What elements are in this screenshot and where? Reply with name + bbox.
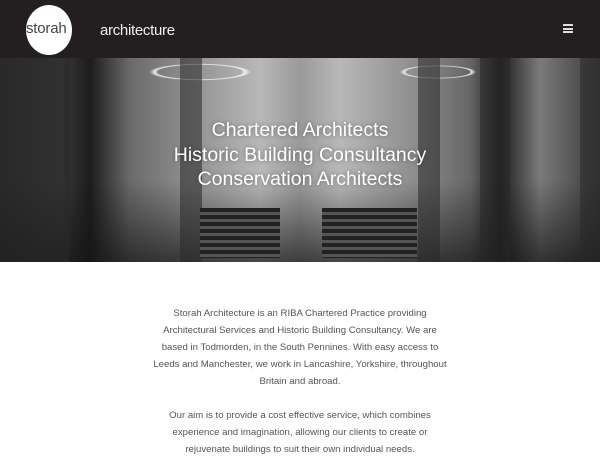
logo-storah: storah (26, 20, 67, 37)
site-header (0, 0, 600, 58)
hero-line: Chartered Architects (211, 119, 389, 141)
aim-paragraph: Our aim is to provide a cost effective service, which combines experience and imagination, allowing our clients to create or rejuvenate buildings to suit their own individual needs. (169, 410, 431, 455)
hero-headline (0, 118, 600, 192)
hamburger-icon[interactable] (563, 24, 573, 33)
hero-line: Conservation Architects (197, 168, 403, 190)
logo-architecture: architecture (100, 21, 175, 39)
hero-chairs (200, 208, 280, 258)
intro-paragraph: Storah Architecture is an RIBA Chartered Practice providing Architectural Services and Historic Building Consultancy. We are based in Todmorden, in the South Pennines. With easy access to Leeds and Manchester, we work in Lancashire, Yorkshire, throughout Britain and abroad. (153, 308, 447, 387)
logo[interactable] (26, 5, 175, 55)
hero-line: Historic Building Consultancy (173, 143, 427, 166)
hero-banner (0, 58, 600, 262)
hero-chairs (322, 208, 417, 258)
